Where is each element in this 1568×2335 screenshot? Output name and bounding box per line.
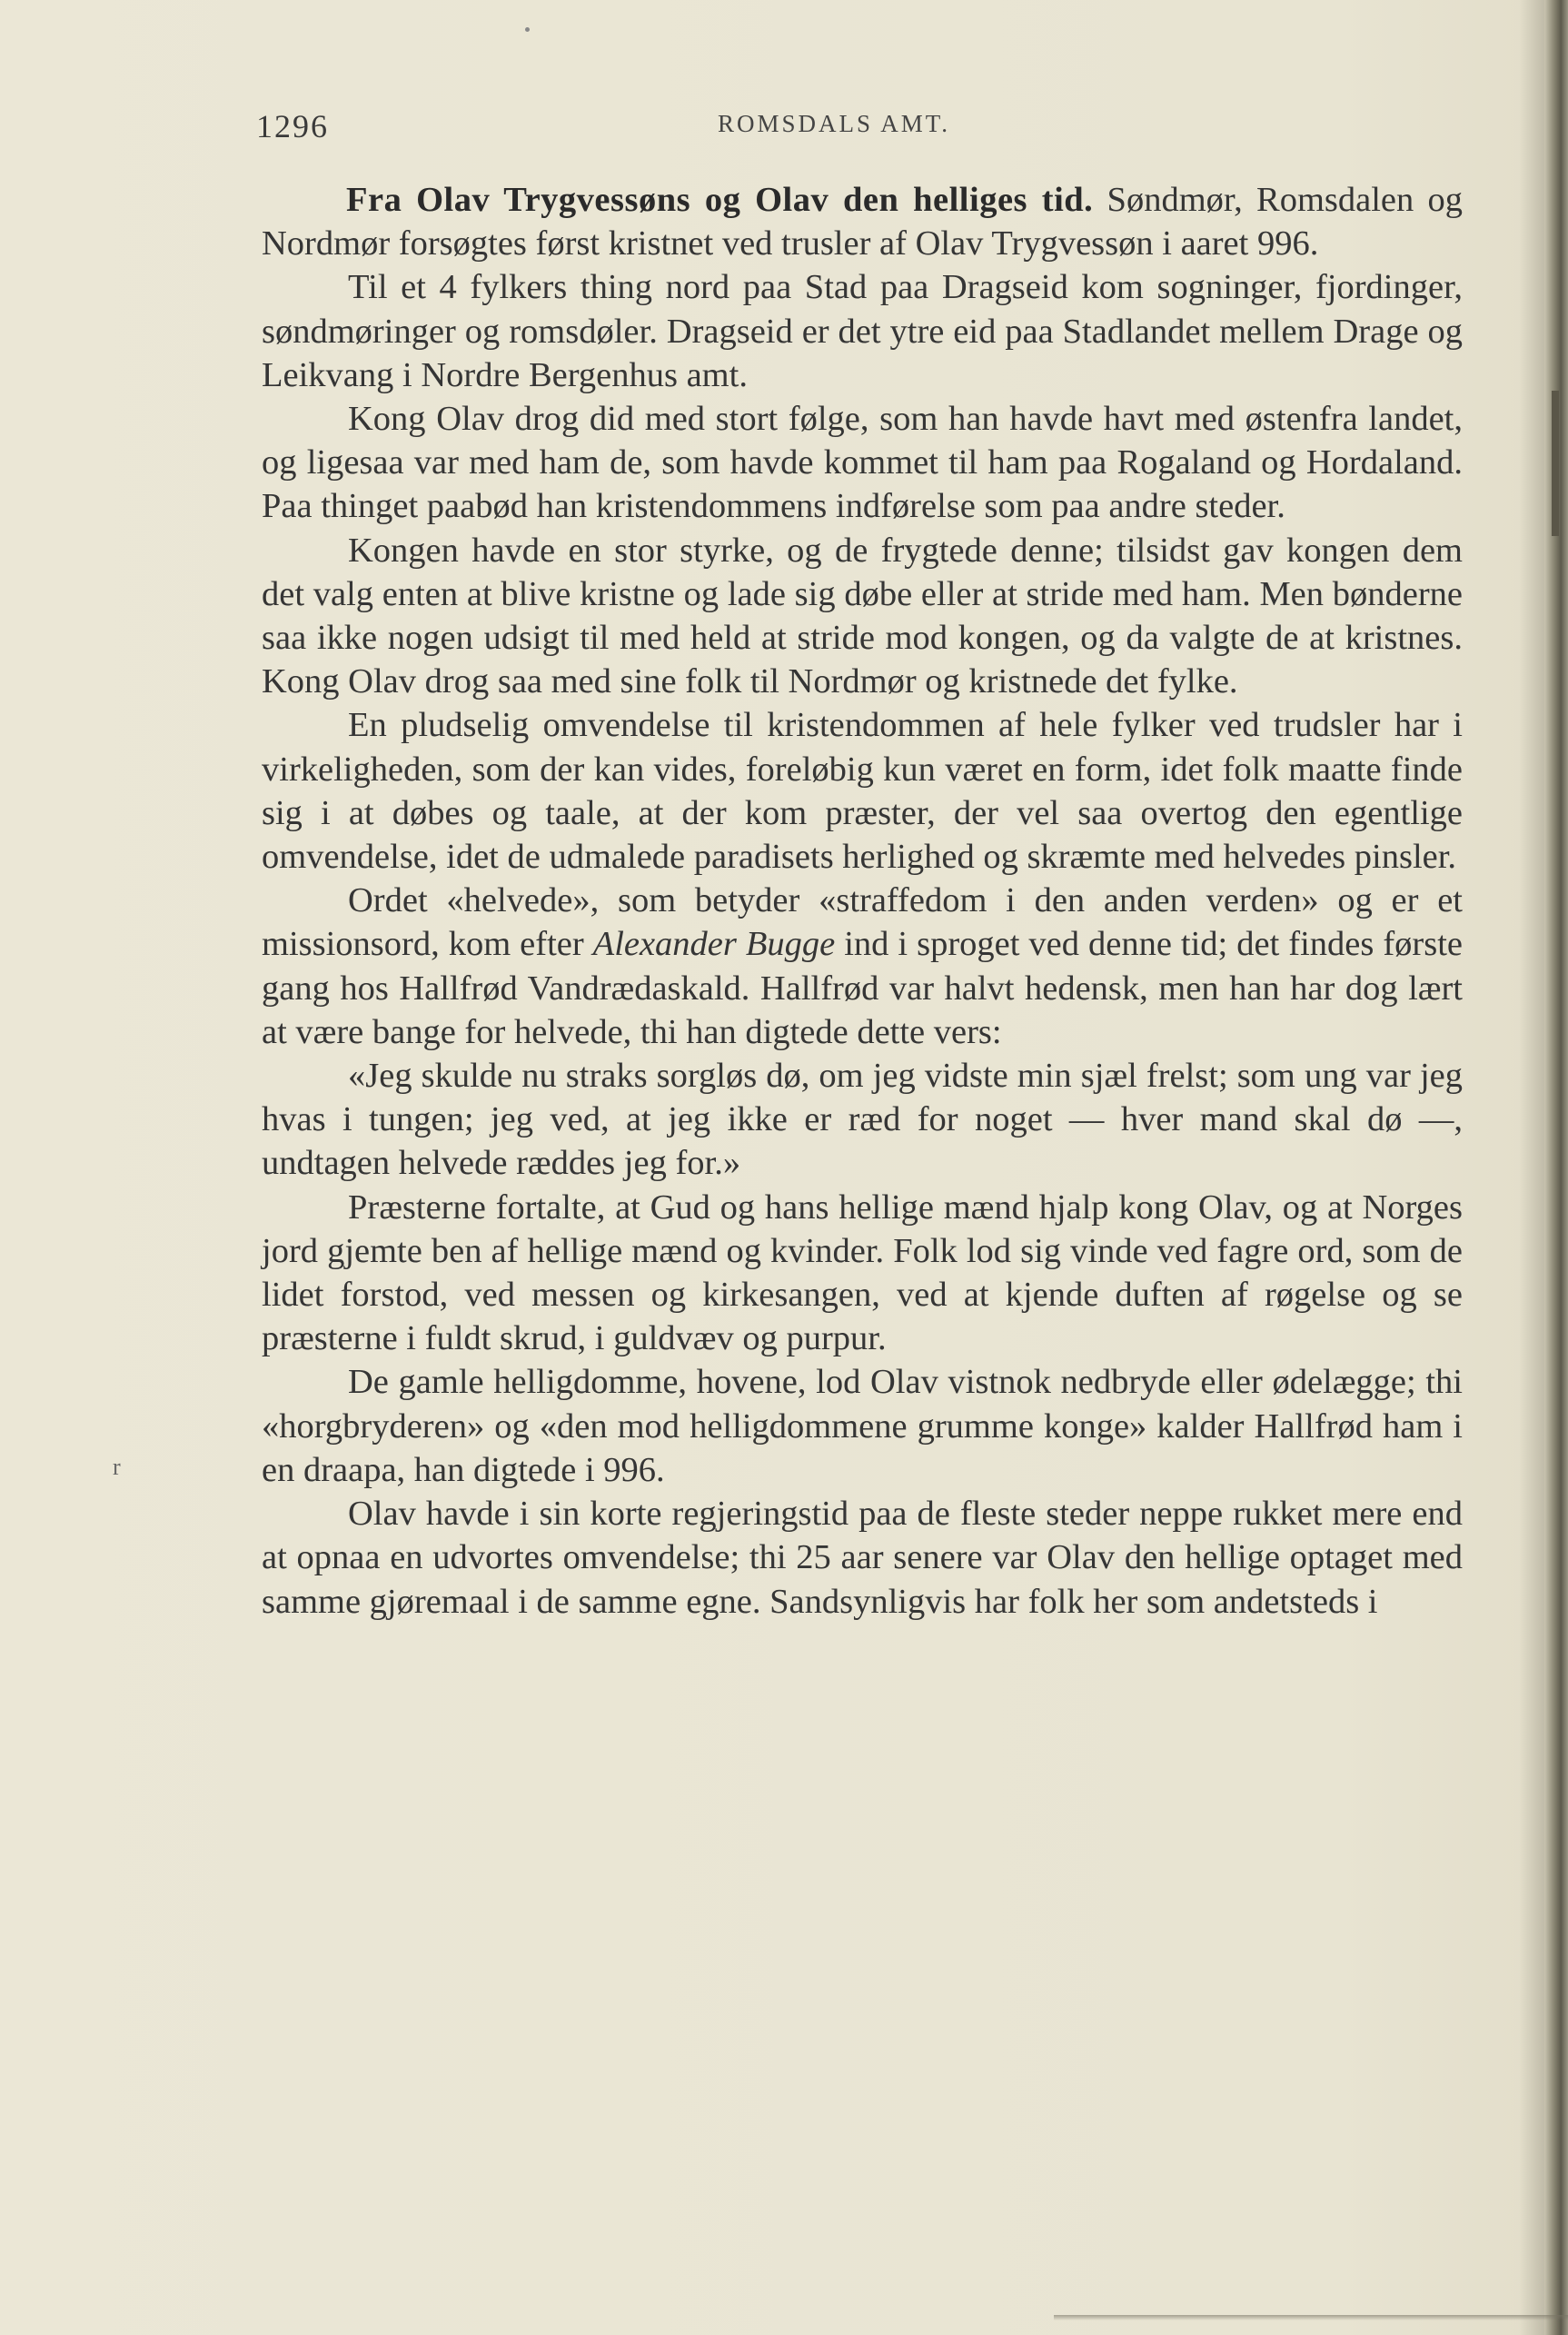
running-head: ROMSDALS AMT. xyxy=(718,110,951,137)
paragraph-6-text-a: Ordet «helvede», som betyder «straffedom i den anden verden» og er et missionsord, kom efter xyxy=(262,881,1463,964)
page-number: 1296 xyxy=(256,108,329,144)
paragraph-3: Kong Olav drog did med stort følge, som han havde havt med østenfra landet, og ligesaa var med ham de, som havde kommet til ham paa Rogaland og Hordaland. Paa thinget paabød han kristendommens indførelse som paa andre steder. xyxy=(262,400,1463,526)
paragraph-1-text: Søndmør, Romsdalen og Nordmør forsøgtes først kristnet ved trusler af Olav Trygvessøn i aaret 996. xyxy=(262,181,1464,263)
paragraph-6-text-b: ind i sproget ved denne tid; det findes første gang hos Hallfrød Vandrædaskald. Hallfrød var halvt hedensk, men han har dog lært at være bange for helvede, thi han digtede dette vers: xyxy=(262,925,1463,1051)
paragraph-8: Præsterne fortalte, at Gud og hans hellige mænd hjalp kong Olav, og at Norges jord gjemte ben af hellige mænd og kvinder. Folk lod sig vinde ved fagre ord, som de lidet forstod, ved messen og kirkesangen, ved at kjende duften af røgelse og se præsterne i fuldt skrud, i guldvæv og purpur. xyxy=(262,1187,1463,1358)
paragraph-9: De gamle helligdomme, hovene, lod Olav vistnok nedbryde eller ødelægge; thi «horgbryderen» og «den mod helligdommene grumme konge» kalder Hallfrød ham i en draapa, han digtede i 996. xyxy=(262,1363,1463,1489)
binding-mark xyxy=(1552,391,1559,536)
page-bottom-edge xyxy=(1054,2315,1568,2320)
paragraph-2: Til et 4 fylkers thing nord paa Stad paa Dragseid kom sogninger, fjordinger, søndmøringer og romsdøler. Dragseid er det ytre eid paa Stadlandet mellem Drage og Leikvang i Nordre Bergenhus amt. xyxy=(262,268,1463,394)
book-binding-edge xyxy=(1544,0,1568,2335)
cited-author: Alexander Bugge xyxy=(592,925,836,964)
gutter-shadow xyxy=(1519,0,1544,2335)
paragraph-10: Olav havde i sin korte regjeringstid paa de fleste steder neppe rukket mere end at opnaa en udvortes omvendelse; thi 25 aar senere var Olav den hellige optaget med samme gjøremaal i de samme egne. Sandsynligvis har folk her som andetsteds i xyxy=(262,1495,1463,1621)
paper-speck xyxy=(525,27,530,32)
paragraph-6 xyxy=(262,879,1463,1054)
quoted-verse: «Jeg skulde nu straks sorgløs dø, om jeg vidste min sjæl frelst; som ung var jeg hvas i tungen; jeg ved, at jeg ikke er ræd for noget — hver mand skal dø —, undtagen helvede ræddes jeg for.» xyxy=(262,1057,1463,1183)
paragraph-1 xyxy=(262,178,1463,265)
body-text xyxy=(262,178,1463,1624)
margin-mark: r xyxy=(113,1454,121,1480)
paragraph-4: Kongen havde en stor styrke, og de frygtede denne; tilsidst gav kongen dem det valg enten at blive kristne og lade sig døbe eller at stride med ham. Men bønderne saa ikke nogen udsigt til med held at stride mod kongen, og da valgte de at kristnes. Kong Olav drog saa med sine folk til Nordmør og kristnede det fylke. xyxy=(262,531,1463,701)
section-heading: Fra Olav Trygvessøns og Olav den helliges tid. xyxy=(346,181,1094,219)
paragraph-5: En pludselig omvendelse til kristendommen af hele fylker ved trudsler har i virkeligheden, som der kan vides, foreløbig kun været en form, idet folk maatte finde sig i at døbes og taale, at der kom præster, der vel saa overtog den egentlige omvendelse, idet de udmalede paradisets herlighed og skræmte med helvedes pinsler. xyxy=(262,706,1463,877)
